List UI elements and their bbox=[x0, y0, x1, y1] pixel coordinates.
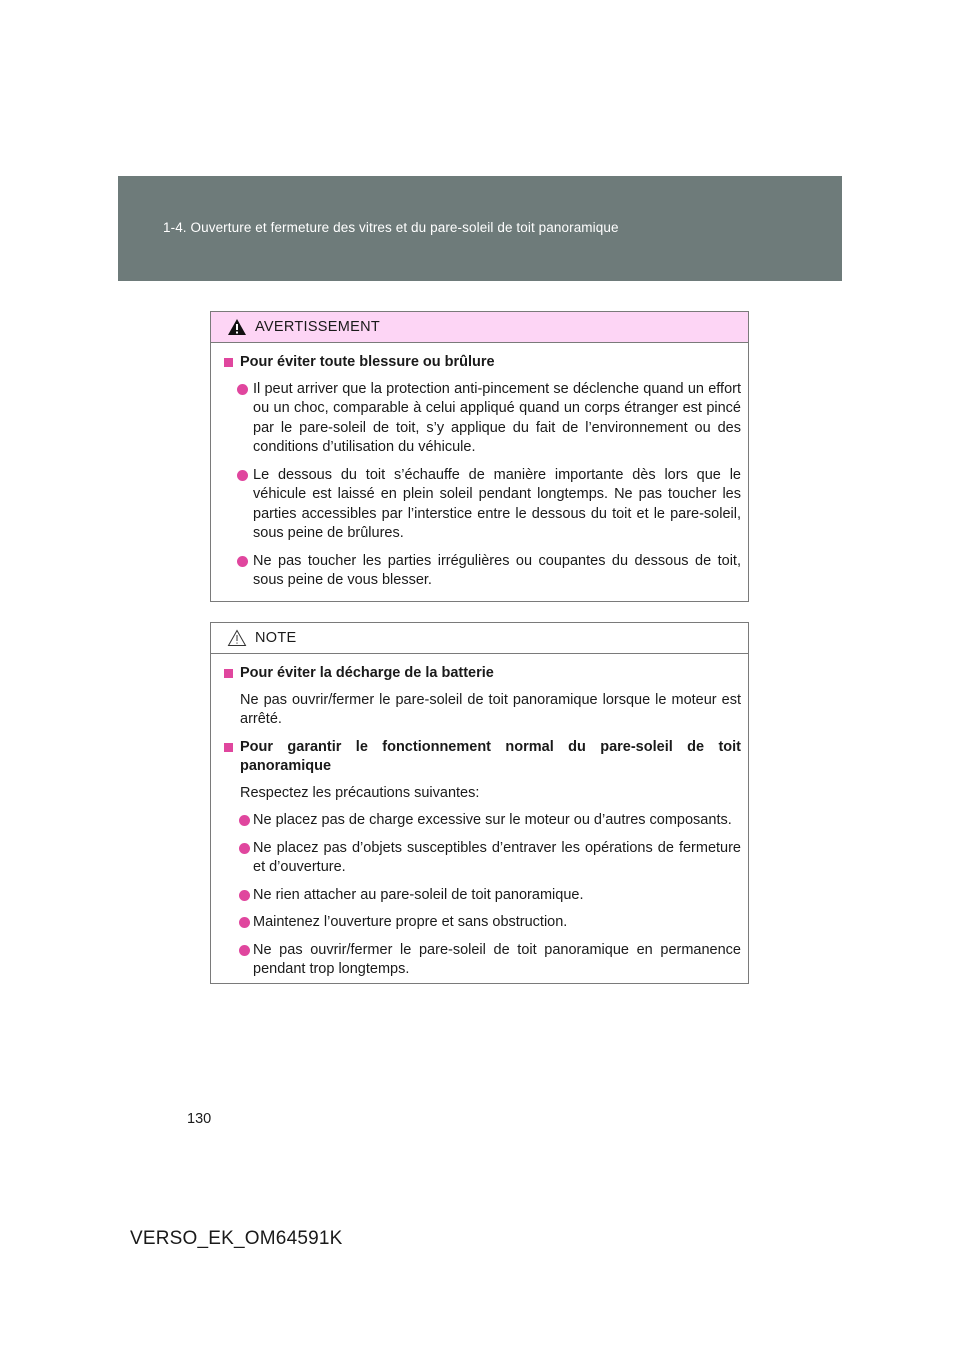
round-bullet-icon bbox=[239, 890, 250, 901]
round-bullet-icon bbox=[237, 470, 248, 481]
note-paragraph: Ne pas ouvrir/fermer le pare-soleil de toit panoramique lorsque le moteur est arrêté. bbox=[240, 691, 741, 727]
square-bullet-icon bbox=[224, 743, 233, 752]
warning-list-item: Le dessous du toit s’échauffe de manière importante dès lors que le véhicule est laissé en plein soleil pendant longtemps. Ne pas toucher les parties accessibles par l’interstice entre le dessous du toit et le pare-soleil, sous peine de brûlures. bbox=[223, 466, 741, 544]
note-list-item: Maintenez l’ouverture propre et sans obstruction. bbox=[223, 913, 741, 933]
note-box bbox=[210, 622, 749, 984]
round-bullet-icon bbox=[239, 945, 250, 956]
round-bullet-icon bbox=[239, 843, 250, 854]
note-box-header bbox=[211, 623, 748, 654]
square-bullet-icon bbox=[224, 358, 233, 367]
note-section-heading: Pour garantir le fonctionnement normal du pare-soleil de toit panoramique bbox=[223, 738, 741, 777]
round-bullet-icon bbox=[239, 815, 250, 826]
round-bullet-icon bbox=[239, 917, 250, 928]
warning-title: AVERTISSEMENT bbox=[255, 319, 381, 335]
round-bullet-icon bbox=[237, 384, 248, 395]
square-bullet-icon bbox=[224, 669, 233, 678]
note-title: NOTE bbox=[255, 630, 297, 646]
warning-section-heading: Pour éviter toute blessure ou brûlure bbox=[223, 353, 741, 373]
warning-list-item: Il peut arriver que la protection anti-pincement se déclenche quand un effort ou un choc, comparable à celui appliqué quand un corps étranger est pincé par le pare-soleil de toit, s’y applique du fait de l’environnement ou des conditions d’utilisation du véhicule. bbox=[223, 380, 741, 458]
page-number: 130 bbox=[187, 1111, 212, 1127]
round-bullet-icon bbox=[237, 556, 248, 567]
note-paragraph: Respectez les précautions suivantes: bbox=[240, 784, 480, 801]
caution-triangle-outline-icon bbox=[227, 629, 247, 647]
warning-content bbox=[211, 343, 748, 609]
warning-box bbox=[210, 311, 749, 602]
note-list-item: Ne placez pas de charge excessive sur le moteur ou d’autres composants. bbox=[223, 811, 741, 831]
section-title: 1-4. Ouverture et fermeture des vitres et du pare-soleil de toit panoramique bbox=[163, 220, 619, 235]
section-header-bar bbox=[118, 176, 842, 281]
note-list-item: Ne placez pas d’objets susceptibles d’entraver les opérations de fermeture et d’ouverture. bbox=[223, 839, 741, 878]
warning-list-item: Ne pas toucher les parties irrégulières ou coupantes du dessous de toit, sous peine de vous blesser. bbox=[223, 552, 741, 591]
note-list-item: Ne pas ouvrir/fermer le pare-soleil de toit panoramique en permanence pendant trop longtemps. bbox=[223, 941, 741, 980]
note-section-heading: Pour éviter la décharge de la batterie bbox=[223, 664, 741, 684]
note-content bbox=[211, 654, 748, 998]
document-code: VERSO_EK_OM64591K bbox=[130, 1228, 343, 1249]
warning-triangle-icon bbox=[227, 318, 247, 336]
note-list-item: Ne rien attacher au pare-soleil de toit panoramique. bbox=[223, 886, 741, 906]
warning-box-header bbox=[211, 312, 748, 343]
